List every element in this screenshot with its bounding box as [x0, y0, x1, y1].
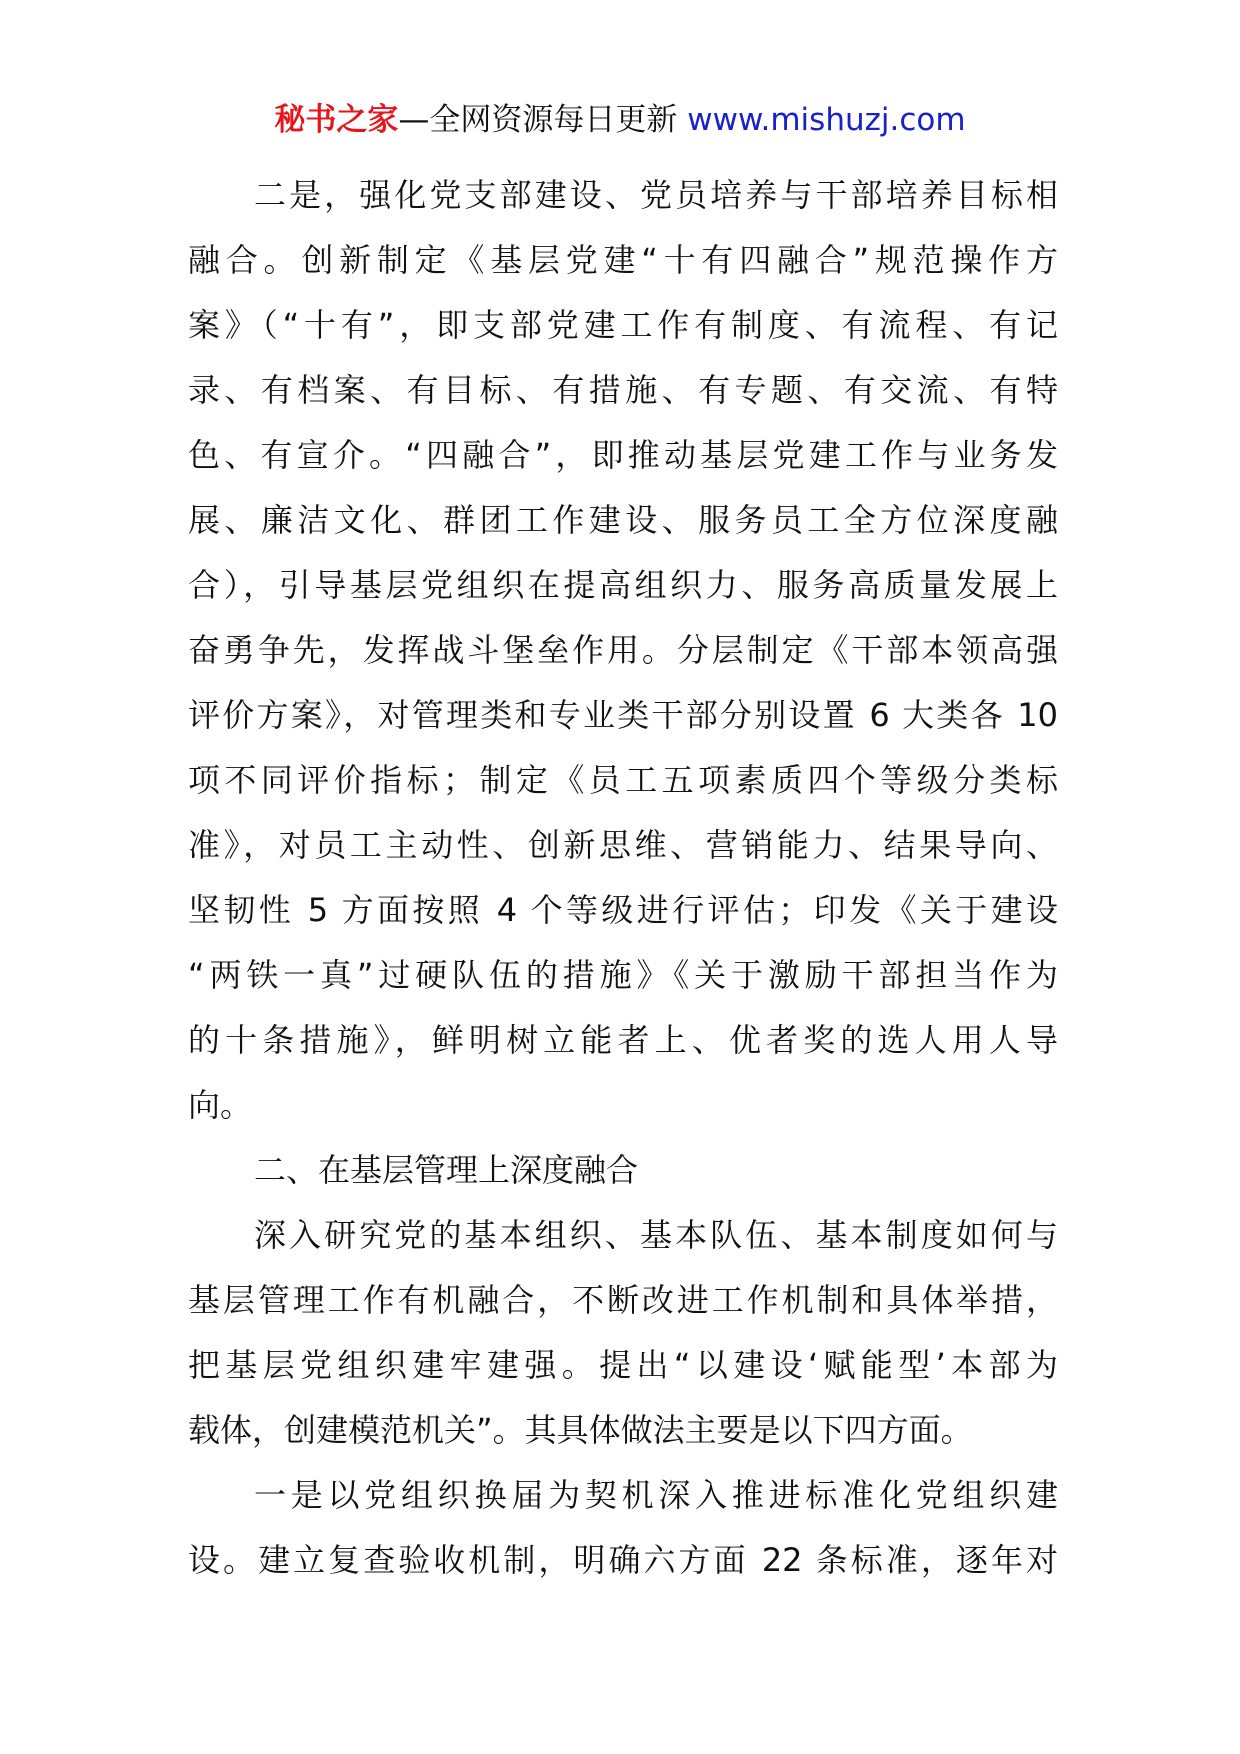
text-line: 展、廉洁文化、群团工作建设、服务员工全方位深度融 — [188, 501, 1058, 539]
document-body — [188, 163, 1058, 1593]
text-line: 合），引导基层党组织在提高组织力、服务高质量发展上 — [188, 566, 1058, 604]
text-line: 准》，对员工主动性、创新思维、营销能力、结果导向、 — [188, 826, 1058, 864]
text-line: 项不同评价指标；制定《员工五项素质四个等级分类标 — [188, 761, 1058, 799]
text-line: 深入研究党的基本组织、基本队伍、基本制度如何与 — [254, 1216, 1058, 1254]
text-line: 二、在基层管理上深度融合 — [254, 1151, 639, 1189]
text-line: 一是以党组织换届为契机深入推进标准化党组织建 — [254, 1476, 1058, 1514]
text-line: 基层管理工作有机融合，不断改进工作机制和具体举措， — [188, 1281, 1058, 1319]
text-line: 载体，创建模范机关”。其具体做法主要是以下四方面。 — [188, 1411, 973, 1449]
text-line: “两铁一真”过硬队伍的措施》《关于激励干部担当作为 — [188, 956, 1058, 994]
text-line: 坚韧性 5 方面按照 4 个等级进行评估；印发《关于建设 — [188, 891, 1058, 929]
text-line: 把基层党组织建牢建强。提出“以建设‘赋能型’本部为 — [188, 1346, 1058, 1384]
text-line: 色、有宣介。“四融合”，即推动基层党建工作与业务发 — [188, 436, 1058, 474]
text-line: 案》（“十有”，即支部党建工作有制度、有流程、有记 — [188, 306, 1058, 344]
site-brand: 秘书之家 — [274, 102, 399, 138]
text-line: 的十条措施》，鲜明树立能者上、优者奖的选人用人导 — [188, 1021, 1058, 1059]
text-line: 评价方案》，对管理类和专业类干部分别设置 6 大类各 10 — [188, 696, 1058, 734]
site-url: www.mishuzj.com — [687, 102, 966, 138]
text-line: 奋勇争先，发挥战斗堡垒作用。分层制定《干部本领高强 — [188, 631, 1058, 669]
text-line: 录、有档案、有目标、有措施、有专题、有交流、有特 — [188, 371, 1058, 409]
text-line: 设。建立复查验收机制，明确六方面 22 条标准，逐年对 — [188, 1541, 1058, 1579]
text-line: 向。 — [188, 1086, 253, 1124]
site-tagline: —全网资源每日更新 — [398, 102, 688, 138]
site-header — [0, 98, 1240, 142]
text-line: 二是，强化党支部建设、党员培养与干部培养目标相 — [254, 176, 1058, 214]
text-line: 融合。创新制定《基层党建“十有四融合”规范操作方 — [188, 241, 1058, 279]
